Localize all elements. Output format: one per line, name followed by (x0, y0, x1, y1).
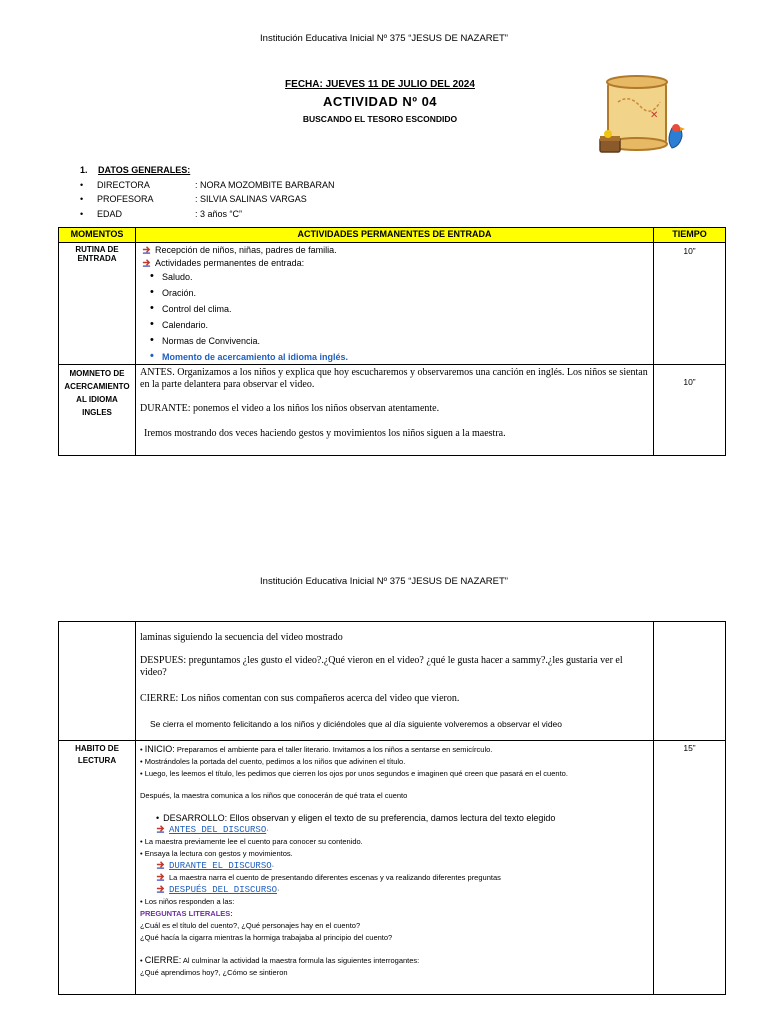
arrow-icon (142, 245, 151, 254)
desarrollo-item: • DESARROLLO: Ellos observan y eligen el texto de su preferencia, damos lectura del texto elegido (156, 813, 556, 823)
activities-cell (136, 243, 654, 365)
durante-discurso-heading: DURANTE EL DISCURSO· (140, 860, 649, 872)
time-cell: 10” (654, 243, 726, 365)
list-item: • Ensaya la lectura con gestos y movimientos. (140, 848, 649, 860)
datos-value: : NORA MOZOMBITE BARBARAN (195, 180, 335, 190)
antes-discurso-heading: ANTES DEL DISCURSO· (140, 824, 649, 836)
table-row (59, 365, 726, 456)
list-item: • Control del clima. (142, 304, 649, 314)
moment-cell (59, 622, 136, 741)
time-cell: 10” (654, 365, 726, 456)
question-text: ¿Qué hacía la cigarra mientras la hormiga trabajaba al principio del cuento? (140, 933, 393, 942)
datos-label: PROFESORA (97, 194, 154, 204)
column-header-actividades: ACTIVIDADES PERMANENTES DE ENTRADA (136, 228, 654, 243)
datos-generales-heading (80, 165, 190, 175)
heading-number: 1. (80, 165, 88, 175)
moment-cell: HABITO DE LECTURA (59, 741, 136, 995)
list-item: • Mostrándoles la portada del cuento, pedimos a los niños que adivinen el título. (140, 756, 649, 768)
activities-table-continued (58, 621, 726, 995)
arrow-icon (156, 872, 165, 881)
institution-header: Institución Educativa Inicial Nº 375 “JESUS DE NAZARET” (260, 33, 508, 44)
despues-discurso-heading: DESPUÉS DEL DISCURSO· (140, 884, 649, 896)
list-item: Actividades permanentes de entrada: (142, 258, 649, 268)
arrow-icon (156, 860, 165, 869)
despues-text: DESPUES: preguntamos ¿les gusto el video?.¿Qué vieron en el video? ¿qué le gusta hacer a sammy?.¿les gustaria ver el video? (140, 655, 623, 678)
activities-table (58, 227, 726, 456)
question-text: ¿Cuál es el título del cuento?, ¿Qué personajes hay en el cuento? (140, 921, 361, 930)
arrow-icon (142, 258, 151, 267)
datos-value: : SILVIA SALINAS VARGAS (195, 194, 307, 204)
heading-text: DATOS GENERALES: (98, 165, 191, 175)
list-item: • La maestra previamente lee el cuento para conocer su contenido. (140, 836, 649, 848)
list-item: • Normas de Convivencia. (142, 336, 649, 346)
question-text: ¿Qué aprendimos hoy?, ¿Cómo se sintieron (140, 968, 288, 977)
list-item-english: • Momento de acercamiento al idioma inglés. (142, 352, 649, 362)
activities-cell (136, 741, 654, 995)
inicio-item: • INICIO: Preparamos el ambiente para el taller literario. Invitamos a los niños a sentarse en semicírculo. (140, 743, 649, 756)
activities-cell (136, 622, 654, 741)
treasure-map-illustration (594, 72, 690, 168)
institution-header-page2: Institución Educativa Inicial Nº 375 “JESUS DE NAZARET” (260, 576, 508, 587)
list-item: • Calendario. (142, 320, 649, 330)
time-cell: 15” (654, 741, 726, 995)
list-item: • Oración. (142, 288, 649, 298)
activity-date: FECHA: JUEVES 11 DE JULIO DEL 2024 (285, 79, 475, 90)
activities-cell (136, 365, 654, 456)
datos-label: DIRECTORA (97, 180, 150, 190)
despues-maestra-text: Después, la maestra comunica a los niños que conocerán de qué trata el cuento (140, 791, 408, 800)
routine-list (142, 272, 649, 362)
durante-text: DURANTE: ponemos el video a los niños los niños observan atentamente. (140, 403, 440, 414)
arrow-icon (156, 884, 165, 893)
datos-value: : 3 años “C” (195, 209, 243, 219)
datos-label: EDAD (97, 209, 123, 219)
list-item: • Saludo. (142, 272, 649, 282)
svg-text:✕: ✕ (650, 110, 659, 121)
moment-cell: MOMNETO DE ACERCAMIENTO AL IDIOMA INGLES (59, 365, 136, 456)
cierre-text: CIERRE: Los niños comentan con sus compañeros acerca del video que vieron. (140, 693, 460, 704)
arrow-icon (156, 824, 165, 833)
list-item: • Los niños responden a las: (140, 896, 649, 908)
list-item: • Luego, les leemos el título, les pedimos que cierren los ojos por unos segundos e imaginen qué creen que pasará en el cuento. (140, 768, 649, 780)
table-row (59, 741, 726, 995)
iremos-text: Iremos mostrando dos veces haciendo gestos y movimientos los niños siguen a la maestra. (144, 428, 506, 439)
preguntas-literales-heading: PREGUNTAS LITERALES: (140, 909, 233, 918)
moment-cell: RUTINA DE ENTRADA (59, 243, 136, 365)
cierre-item: • CIERRE: Al culminar la actividad la maestra formula las siguientes interrogantes: (140, 954, 649, 967)
table-row (59, 243, 726, 365)
activity-title: ACTIVIDAD Nº 04 (322, 94, 438, 109)
list-item: Recepción de niños, niñas, padres de familia. (142, 245, 649, 255)
column-header-momentos: MOMENTOS (59, 228, 136, 243)
cierra-text: Se cierra el momento felicitando a los niños y diciéndoles que al día siguiente volveremos a observar el video (150, 719, 563, 729)
column-header-tiempo: TIEMPO (654, 228, 726, 243)
activity-subtitle: BUSCANDO EL TESORO ESCONDIDO (302, 114, 458, 124)
time-cell (654, 622, 726, 741)
laminas-text: laminas siguiendo la secuencia del video mostrado (140, 632, 343, 643)
durante-text-item: La maestra narra el cuento de presentando diferentes escenas y va realizando diferentes preguntas (140, 872, 649, 884)
antes-text: ANTES. Organizamos a los niños y explica que hoy escucharemos y observaremos una canción en inglés. Los niños se sientan en la parte delantera para observar el video. (140, 367, 648, 390)
table-row (59, 622, 726, 741)
